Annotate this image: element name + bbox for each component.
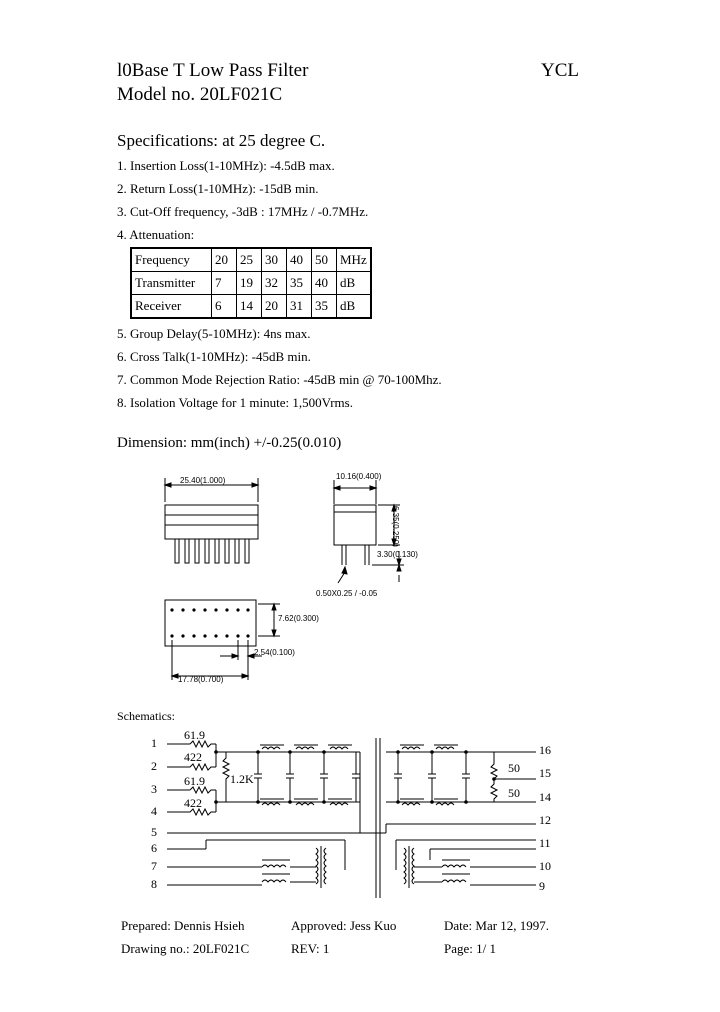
table-cell: 31 xyxy=(287,295,312,319)
pin-label-5: 5 xyxy=(151,825,157,839)
pin-label-14: 14 xyxy=(539,790,551,804)
specs-heading: Specifications: at 25 degree C. xyxy=(117,131,326,150)
spec-item-4: 4. Attenuation: xyxy=(117,227,195,242)
footer-revision: REV: 1 xyxy=(291,941,330,956)
table-cell: 6 xyxy=(212,295,237,319)
table-cell: 50 xyxy=(312,248,337,272)
table-cell: 25 xyxy=(237,248,262,272)
dim-span-label: 17.78(0.700) xyxy=(178,675,224,684)
table-cell: Transmitter xyxy=(131,272,212,295)
spec-item-3: 3. Cut-Off frequency, -3dB : 17MHz / -0.7MHz. xyxy=(117,204,369,219)
pin-label-12: 12 xyxy=(539,813,551,827)
spec-item-7: 7. Common Mode Rejection Ratio: -45dB min @ 70-100Mhz. xyxy=(117,372,442,387)
pin-label-4: 4 xyxy=(151,804,157,818)
pin-label-7: 7 xyxy=(151,859,157,873)
pin-label-1: 1 xyxy=(151,736,157,750)
spec-item-5: 5. Group Delay(5-10MHz): 4ns max. xyxy=(117,326,311,341)
dim-height-label: 6.35(0.250) xyxy=(391,506,400,547)
resistor-label-r4: 422 xyxy=(184,796,202,810)
table-cell: 35 xyxy=(312,295,337,319)
table-cell: Receiver xyxy=(131,295,212,319)
resistor-label-r1: 61.9 xyxy=(184,728,205,742)
spec-item-6: 6. Cross Talk(1-10MHz): -45dB min. xyxy=(117,349,311,364)
pin-label-10: 10 xyxy=(539,859,551,873)
pin-label-9: 9 xyxy=(539,879,545,893)
footer-drawing-number: Drawing no.: 20LF021C xyxy=(121,941,250,956)
schematics-heading: Schematics: xyxy=(117,709,175,723)
pin-label-11: 11 xyxy=(539,836,551,850)
table-cell: 32 xyxy=(262,272,287,295)
resistor-label-r6: 50 xyxy=(508,761,520,775)
pin-label-15: 15 xyxy=(539,766,551,780)
table-cell: 19 xyxy=(237,272,262,295)
spec-item-8: 8. Isolation Voltage for 1 minute: 1,500Vrms. xyxy=(117,395,353,410)
dim-pin-length-label: 3.30(0.130) xyxy=(377,550,418,559)
dim-width-label: 10.16(0.400) xyxy=(336,472,382,481)
pin-label-6: 6 xyxy=(151,841,157,855)
table-cell: MHz xyxy=(337,248,371,272)
model-number: Model no. 20LF021C xyxy=(117,84,283,105)
table-cell: 20 xyxy=(212,248,237,272)
table-cell: 20 xyxy=(262,295,287,319)
schematic-junctions xyxy=(214,750,496,804)
company-name: YCL xyxy=(541,60,579,81)
table-cell: 35 xyxy=(287,272,312,295)
resistor-label-r5: 1.2K xyxy=(230,772,254,786)
resistor-label-r7: 50 xyxy=(508,786,520,800)
dim-length-label: 25.40(1.000) xyxy=(180,476,226,485)
pin-label-8: 8 xyxy=(151,877,157,891)
footer-date: Date: Mar 12, 1997. xyxy=(444,918,550,933)
top-view-pins xyxy=(170,608,249,637)
footer-prepared: Prepared: Dennis Hsieh xyxy=(121,918,245,933)
table-cell: 40 xyxy=(287,248,312,272)
table-cell: 14 xyxy=(237,295,262,319)
document-title: l0Base T Low Pass Filter xyxy=(117,60,309,81)
dim-row-pitch-label: 7.62(0.300) xyxy=(278,614,319,623)
table-cell: dB xyxy=(337,295,371,319)
pin-label-16: 16 xyxy=(539,743,551,757)
dimension-heading: Dimension: mm(inch) +/-0.25(0.010) xyxy=(117,435,342,451)
side-view xyxy=(165,478,258,563)
top-view xyxy=(165,600,280,680)
table-cell: 7 xyxy=(212,272,237,295)
dim-pin-size-label: 0.50X0.25 / -0.05 xyxy=(316,589,378,598)
spec-item-1: 1. Insertion Loss(1-10MHz): -4.5dB max. xyxy=(117,158,335,173)
resistor-label-r2: 422 xyxy=(184,750,202,764)
spec-item-2: 2. Return Loss(1-10MHz): -15dB min. xyxy=(117,181,319,196)
table-cell: 30 xyxy=(262,248,287,272)
table-cell: Frequency xyxy=(131,248,212,272)
schematic-drawing xyxy=(167,738,536,898)
pin-label-3: 3 xyxy=(151,782,157,796)
footer-page: Page: 1/ 1 xyxy=(444,941,496,956)
table-cell: 40 xyxy=(312,272,337,295)
resistor-label-r3: 61.9 xyxy=(184,774,205,788)
dim-pin-pitch-label: 2.54(0.100) xyxy=(254,648,295,657)
table-cell: dB xyxy=(337,272,371,295)
pin-label-2: 2 xyxy=(151,759,157,773)
footer-approved: Approved: Jess Kuo xyxy=(291,918,397,933)
